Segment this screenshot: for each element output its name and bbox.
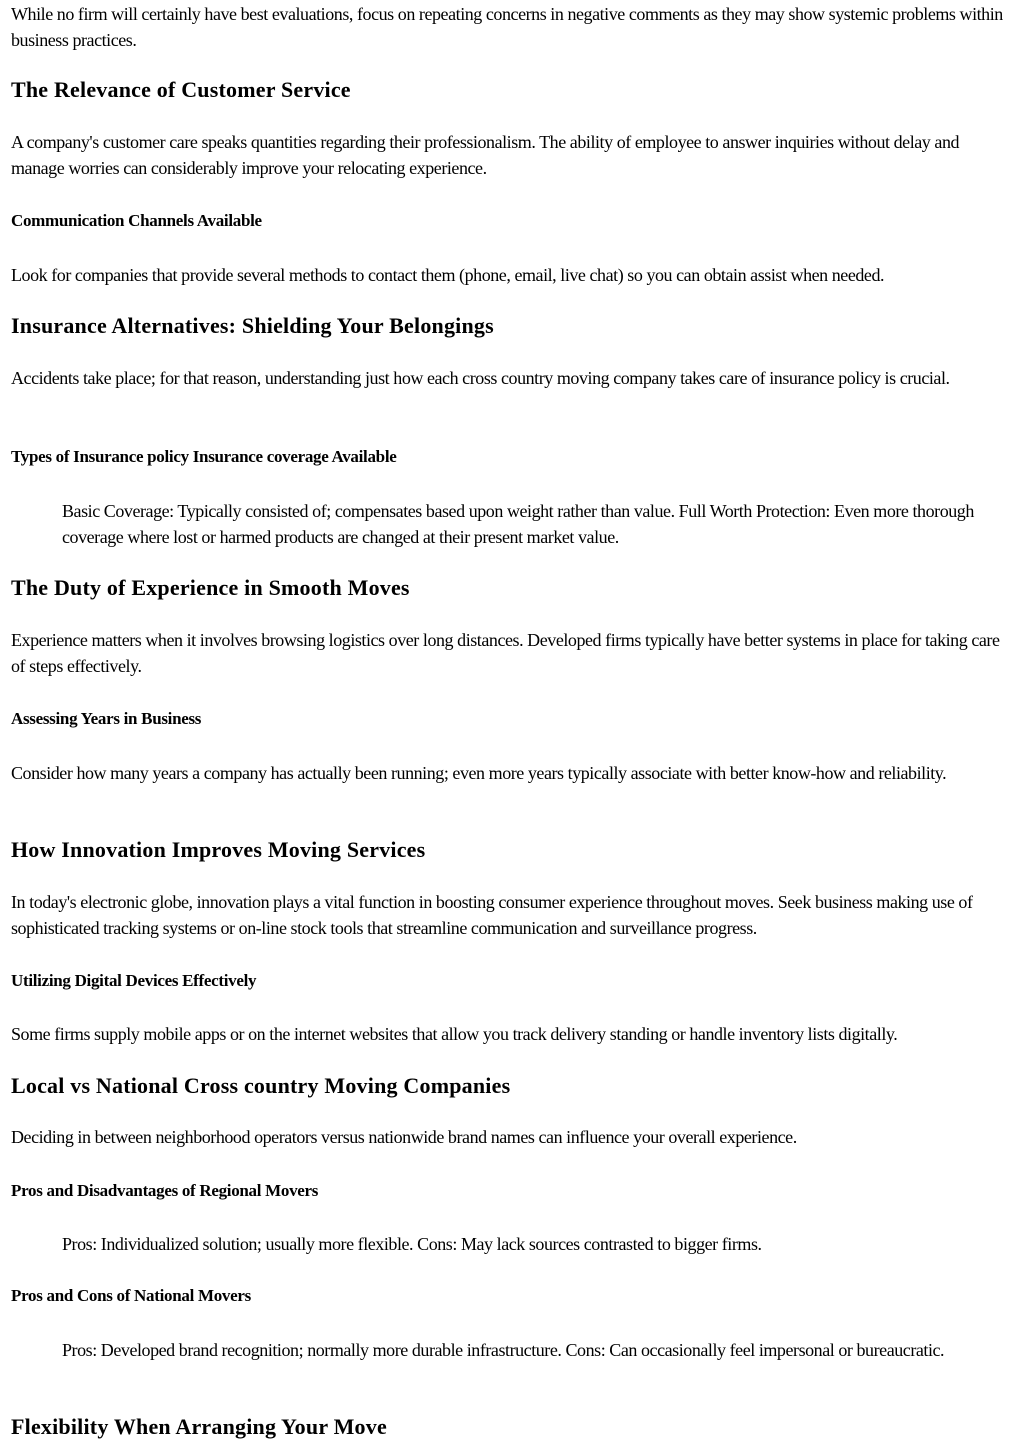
heading-insurance-alternatives: Insurance Alternatives: Shielding Your Belongings xyxy=(11,313,494,338)
heading-innovation: How Innovation Improves Moving Services xyxy=(11,837,426,862)
quote-coverage-types: Basic Coverage: Typically consisted of; compensates based upon weight rather than value. Full Worth Protection: Even more thorough coverage where lost or harmed products are changed at their present market value. xyxy=(62,501,974,547)
paragraph-mobile-apps: Some firms supply mobile apps or on the internet websites that allow you track delivery standing or handle inventory lists digitally. xyxy=(11,1024,898,1044)
heading-experience: The Duty of Experience in Smooth Moves xyxy=(11,575,410,600)
paragraph-contact-methods: Look for companies that provide several methods to contact them (phone, email, live chat) so you can obtain assist when needed. xyxy=(11,265,885,285)
subheading-national-movers: Pros and Cons of National Movers xyxy=(11,1286,251,1305)
paragraph-innovation: In today's electronic globe, innovation plays a vital function in boosting consumer experience throughout moves. Seek business making use of sophisticated tracking systems or on-line stock tools that streamline communication and surveillance progress. xyxy=(11,892,973,938)
paragraph-reviews-systemic-problems: While no firm will certainly have best evaluations, focus on repeating concerns in negative comments as they may show systemic problems within business practices. xyxy=(11,4,1003,50)
heading-customer-service: The Relevance of Customer Service xyxy=(11,77,351,102)
paragraph-customer-care: A company's customer care speaks quantities regarding their professionalism. The ability of employee to answer inquiries without delay and manage worries can considerably improve your relocating experience. xyxy=(11,132,960,178)
quote-regional-pros-cons: Pros: Individualized solution; usually more flexible. Cons: May lack sources contrasted to bigger firms. xyxy=(62,1234,762,1254)
subheading-digital-devices: Utilizing Digital Devices Effectively xyxy=(11,971,257,990)
subheading-years-in-business: Assessing Years in Business xyxy=(11,709,202,728)
paragraph-years-running: Consider how many years a company has actually been running; even more years typically associate with better know-how and reliability. xyxy=(11,763,947,783)
heading-flexibility: Flexibility When Arranging Your Move xyxy=(11,1414,387,1439)
quote-national-pros-cons: Pros: Developed brand recognition; normally more durable infrastructure. Cons: Can occasionally feel impersonal or bureaucratic. xyxy=(62,1340,945,1360)
paragraph-experience-matters: Experience matters when it involves browsing logistics over long distances. Developed firms typically have better systems in place for taking care of steps effectively. xyxy=(11,630,1000,676)
paragraph-accidents-insurance: Accidents take place; for that reason, understanding just how each cross country moving company takes care of insurance policy is crucial. xyxy=(11,368,950,388)
subheading-communication-channels: Communication Channels Available xyxy=(11,211,262,230)
subheading-insurance-types: Types of Insurance policy Insurance coverage Available xyxy=(11,447,397,466)
heading-local-vs-national: Local vs National Cross country Moving Companies xyxy=(11,1073,511,1098)
subheading-regional-movers: Pros and Disadvantages of Regional Movers xyxy=(11,1181,319,1200)
paragraph-deciding-operators: Deciding in between neighborhood operators versus nationwide brand names can influence your overall experience. xyxy=(11,1127,797,1147)
